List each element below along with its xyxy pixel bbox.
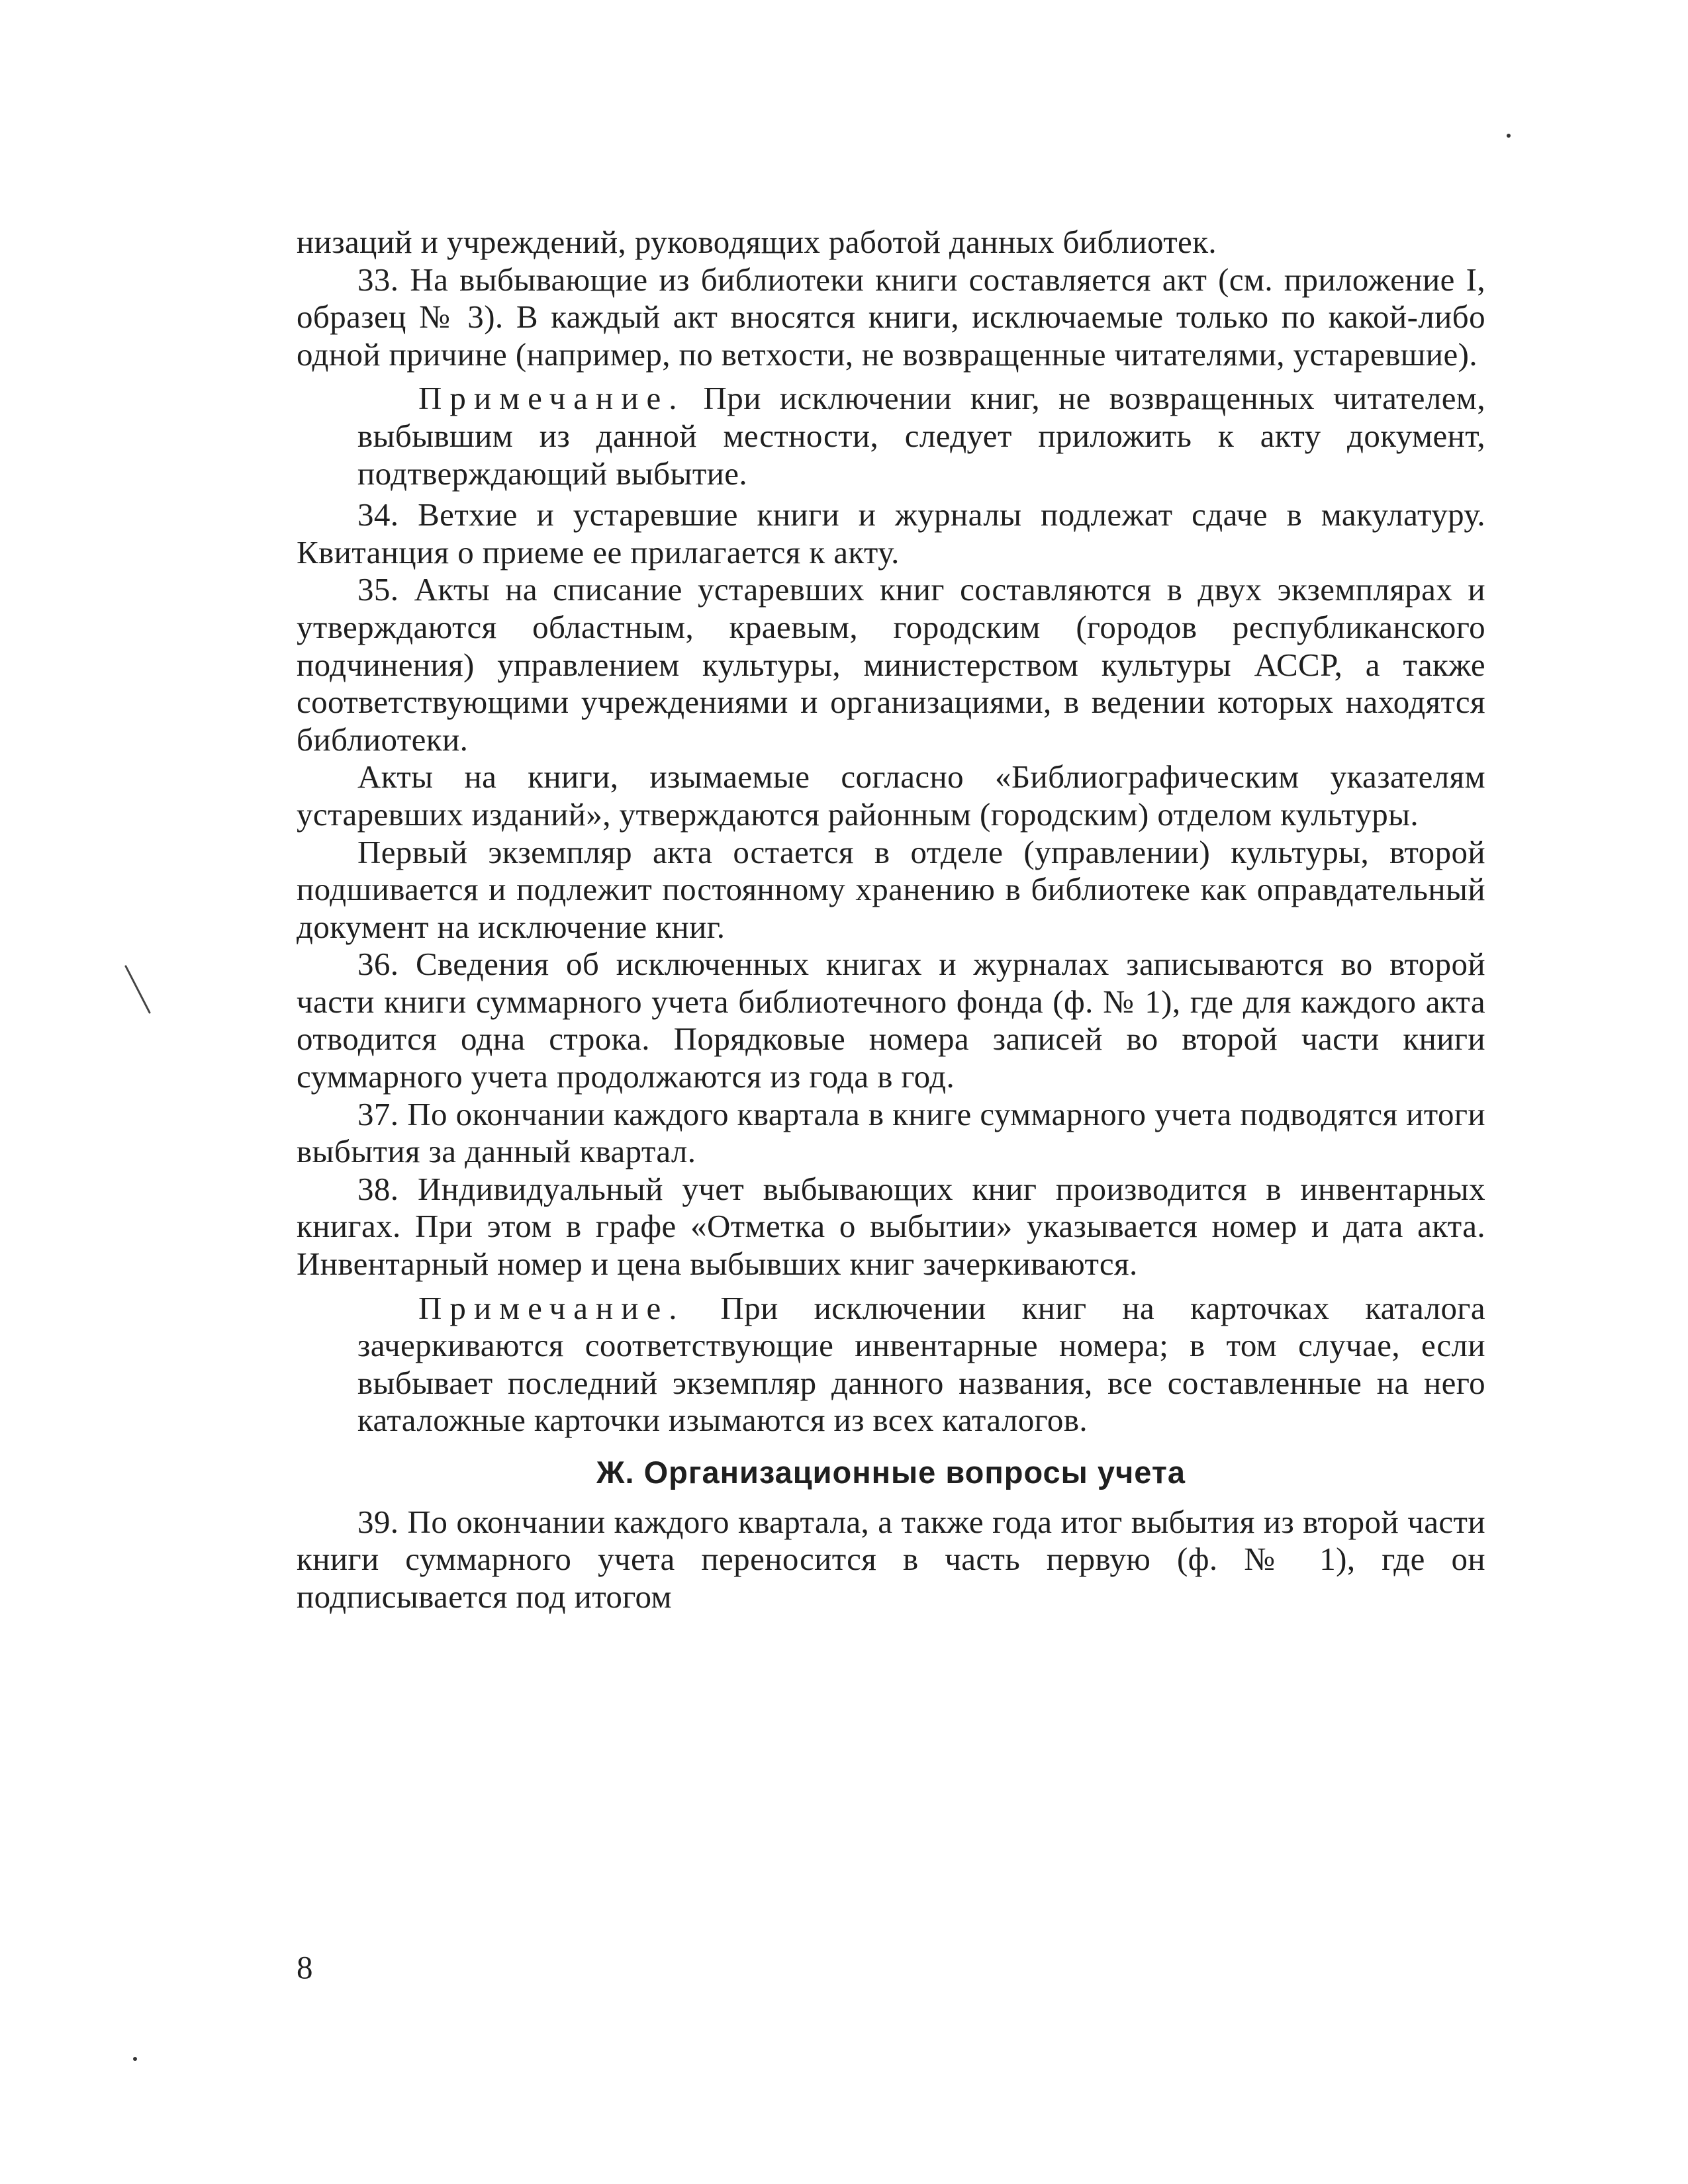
paragraph-35: 35. Акты на списание устаревших книг составляются в двух экземплярах и утверждаются областным, краевым, городским (городов республиканского подчинения) управлением культуры, министерством культуры АССР, а также соответствующими учреждениями и организациями, в ведении которых находятся библиотеки. bbox=[297, 571, 1485, 758]
paragraph-37: 37. По окончании каждого квартала в книге суммарного учета подводятся итоги выбытия за данный квартал. bbox=[297, 1095, 1485, 1170]
note-text: При исключении книг, не возвращенных читателем, выбывшим из данной местности, следует приложить к акту документ, подтверждающий выбытие. bbox=[357, 380, 1485, 492]
note-label: Примечание. bbox=[418, 380, 685, 417]
paragraph-36: 36. Сведения об исключенных книгах и журналах записываются во второй части книги суммарного учета библиотечного фонда (ф. № 1), где для каждого акта отводится одна строка. Порядковые номера записей во второй части книги суммарного учета продолжаются из года в год. bbox=[297, 946, 1485, 1095]
paragraph-continuation: низаций и учреждений, руководящих работой данных библиотек. bbox=[297, 224, 1217, 260]
pencil-mark-icon bbox=[119, 953, 199, 1059]
paragraph-38: 38. Индивидуальный учет выбывающих книг производится в инвентарных книгах. При этом в графе «Отметка о выбытии» указывается номер и дата акта. Инвентарный номер и цена выбывших книг зачеркиваются. bbox=[297, 1170, 1485, 1283]
paragraph-39: 39. По окончании каждого квартала, а также года итог выбытия из второй части книги суммарного учета переносится в часть первую (ф. № 1), где он подписывается под итогом bbox=[297, 1503, 1485, 1615]
section-heading: Ж. Организационные вопросы учета bbox=[596, 1455, 1186, 1490]
note-paragraph bbox=[297, 1290, 1485, 1439]
paragraph-34: 34. Ветхие и устаревшие книги и журналы подлежат сдаче в макулатуру. Квитанция о приеме ее прилагается к акту. bbox=[297, 496, 1485, 570]
paragraph-first-copy: Первый экземпляр акта остается в отделе (управлении) культуры, второй подшивается и подлежит постоянному хранению в библиотеке как оправдательный документ на исключение книг. bbox=[297, 833, 1485, 945]
paragraph-acts-bibliographic: Акты на книги, изымаемые согласно «Библиографическим указателям устаревших изданий», утверждаются районным (городским) отделом культуры. bbox=[297, 758, 1485, 833]
note-paragraph bbox=[297, 380, 1485, 492]
speck-dot bbox=[1507, 134, 1511, 138]
paragraph-33: 33. На выбывающие из библиотеки книги составляется акт (см. приложение I, образец № 3). В каждый акт вносятся книги, исключаемые только по какой-либо одной причине (например, по ветхости, не возвращенные читателями, устаревшие). bbox=[297, 261, 1485, 373]
document-body bbox=[297, 224, 1485, 1615]
page-number: 8 bbox=[297, 1949, 313, 1985]
note-text: При исключении книг на карточках каталога зачеркиваются соответствующие инвентарные номера; в том случае, если выбывает последний экземпляр данного названия, все составленные на него каталожные карточки изымаются из всех каталогов. bbox=[357, 1289, 1485, 1439]
speck-dot bbox=[133, 2057, 137, 2061]
note-label: Примечание. bbox=[418, 1289, 685, 1326]
